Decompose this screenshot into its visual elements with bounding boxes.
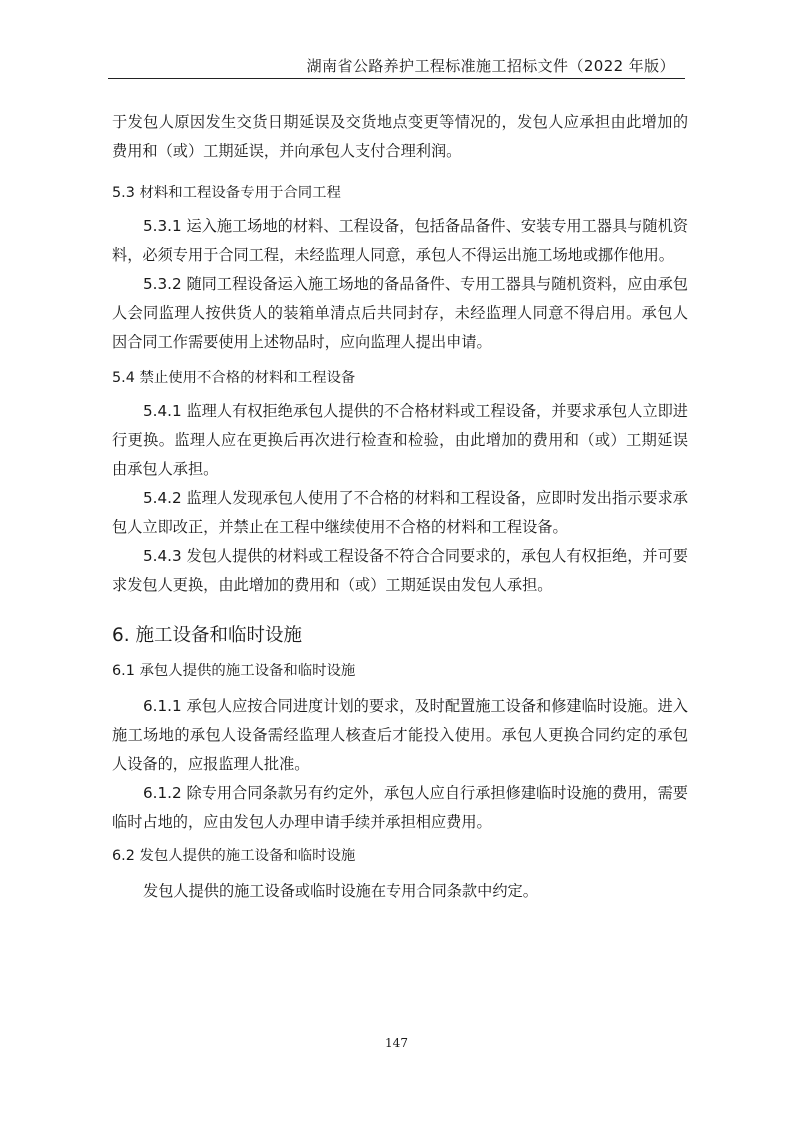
clause-5-4-3: 5.4.3 发包人提供的材料或工程设备不符合合同要求的，承包人有权拒绝，并可要求发包人更换，由此增加的费用和（或）工期延误由发包人承担。 [112,547,688,594]
clause-6-1-2: 6.1.2 除专用合同条款另有约定外，承包人应自行承担修建临时设施的费用，需要临时占地的，应由发包人办理申请手续并承担相应费用。 [112,784,688,831]
clause-6-2-text: 发包人提供的施工设备或临时设施在专用合同条款中约定。 [143,882,538,900]
clause-6-1-1: 6.1.1 承包人应按合同进度计划的要求，及时配置施工设备和修建临时设施。进入施工场地的承包人设备需经监理人核查后才能投入使用。承包人更换合同约定的承包人设备的，应报监理人批准。 [112,697,688,773]
document-body [112,108,688,906]
clause-5-4-1: 5.4.1 监理人有权拒绝承包人提供的不合格材料或工程设备，并要求承包人立即进行更换。监理人应在更换后再次进行检查和检验，由此增加的费用和（或）工期延误由承包人承担。 [112,402,688,478]
section-6-1-heading: 6.1 承包人提供的施工设备和临时设施 [112,663,356,679]
section-6-heading: 6. 施工设备和临时设施 [112,625,303,646]
page-number: 147 [385,1036,408,1050]
intro-paragraph: 于发包人原因发生交货日期延误及交货地点变更等情况的，发包人应承担由此增加的费用和（或）工期延误，并向承包人支付合理利润。 [112,113,688,160]
page-header-title: 湖南省公路养护工程标准施工招标文件（2022 年版） [306,57,675,75]
section-5-3-heading: 5.3 材料和工程设备专用于合同工程 [112,185,341,201]
section-6-2-heading: 6.2 发包人提供的施工设备和临时设施 [112,848,356,864]
clause-5-3-2: 5.3.2 随同工程设备运入施工场地的备品备件、专用工器具与随机资料，应由承包人会同监理人按供货人的装箱单清点后共同封存，未经监理人同意不得启用。承包人因合同工作需要使用上述物品时，应向监理人提出申请。 [112,275,688,351]
clause-5-3-1: 5.3.1 运入施工场地的材料、工程设备，包括备品备件、安装专用工器具与随机资料，必须专用于合同工程，未经监理人同意，承包人不得运出施工场地或挪作他用。 [112,217,688,264]
clause-5-4-2: 5.4.2 监理人发现承包人使用了不合格的材料和工程设备，应即时发出指示要求承包人立即改正，并禁止在工程中继续使用不合格的材料和工程设备。 [112,489,688,536]
header-divider [108,78,685,79]
section-5-4-heading: 5.4 禁止使用不合格的材料和工程设备 [112,370,356,386]
